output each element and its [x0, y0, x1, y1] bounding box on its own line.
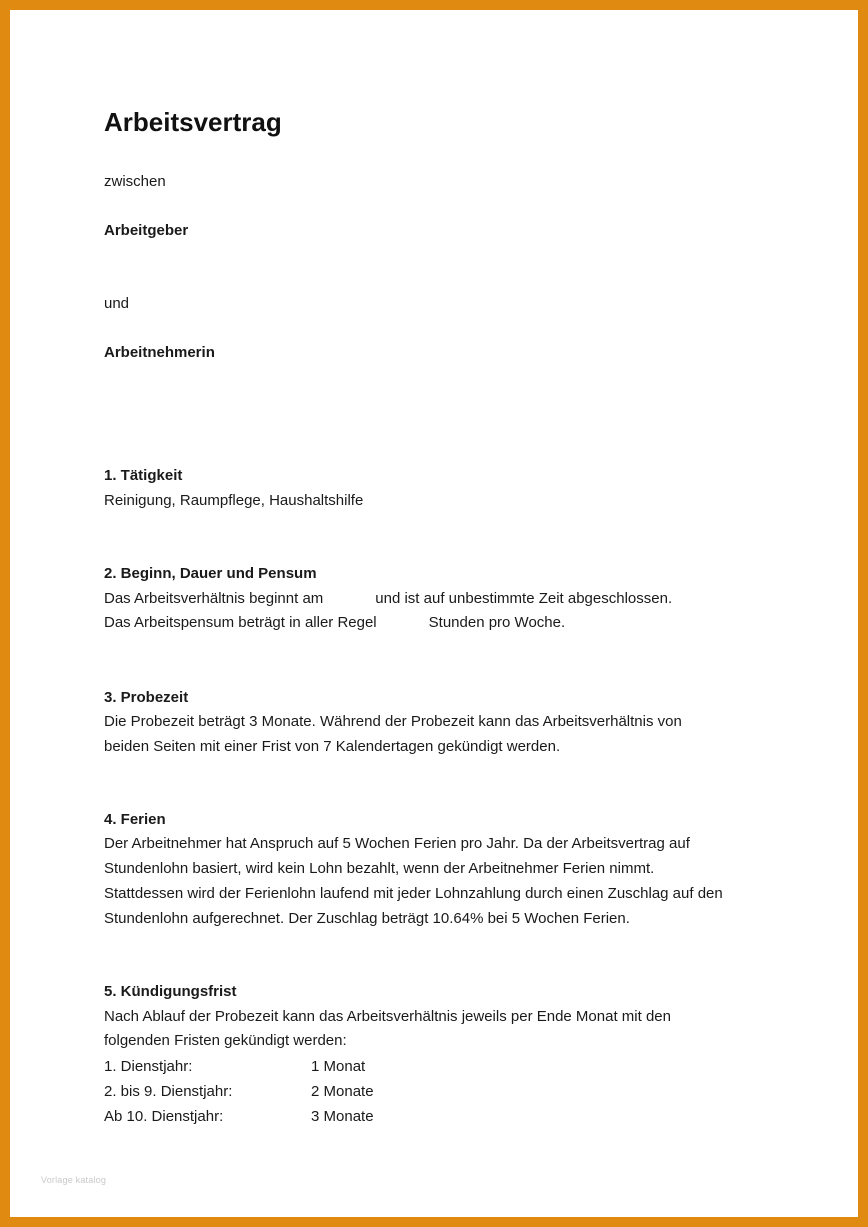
notice-row-label: 1. Dienstjahr: — [104, 1058, 193, 1075]
notice-row — [104, 1080, 504, 1105]
section-1-heading: 1. Tätigkeit — [104, 467, 183, 484]
notice-row — [104, 1105, 504, 1130]
section-5-heading: 5. Kündigungsfrist — [104, 983, 237, 1000]
section-1-text: Reinigung, Raumpflege, Haushaltshilfe — [104, 492, 364, 509]
section-4-line-1: Der Arbeitnehmer hat Anspruch auf 5 Wochen Ferien pro Jahr. Da der Arbeitsvertrag auf — [104, 835, 690, 852]
section-3-heading: 3. Probezeit — [104, 689, 189, 706]
start-date-label: Das Arbeitsverhältnis beginnt am — [104, 590, 324, 607]
notice-row-value: 1 Monat — [311, 1058, 366, 1075]
document-page — [10, 10, 858, 1217]
hours-label: Das Arbeitspensum beträgt in aller Regel — [104, 614, 377, 631]
section-4-line-4: Stundenlohn aufgerechnet. Der Zuschlag beträgt 10.64% bei 5 Wochen Ferien. — [104, 910, 630, 927]
watermark-text: Vorlage katalog — [41, 1175, 107, 1185]
employer-label: Arbeitgeber — [104, 222, 189, 239]
between-text: zwischen — [104, 173, 166, 190]
section-4-heading: 4. Ferien — [104, 811, 166, 828]
section-2-line-1 — [104, 587, 672, 612]
hours-suffix: Stunden pro Woche. — [428, 614, 566, 631]
section-4-line-3: Stattdessen wird der Ferienlohn laufend mit jeder Lohnzahlung durch einen Zuschlag auf den — [104, 885, 723, 902]
and-text: und — [104, 295, 130, 312]
notice-row-label: Ab 10. Dienstjahr: — [104, 1108, 224, 1125]
section-2-heading: 2. Beginn, Dauer und Pensum — [104, 565, 317, 582]
section-5-line-1: Nach Ablauf der Probezeit kann das Arbeitsverhältnis jeweils per Ende Monat mit den — [104, 1008, 671, 1025]
section-5-line-2: folgenden Fristen gekündigt werden: — [104, 1032, 347, 1049]
notice-row-value: 2 Monate — [311, 1083, 374, 1100]
notice-row — [104, 1055, 504, 1080]
section-3-line-2: beiden Seiten mit einer Frist von 7 Kalendertagen gekündigt werden. — [104, 738, 561, 755]
start-date-suffix: und ist auf unbestimmte Zeit abgeschlossen. — [375, 590, 673, 607]
notice-row-value: 3 Monate — [311, 1108, 374, 1125]
section-4-line-2: Stundenlohn basiert, wird kein Lohn bezahlt, wenn der Arbeitnehmer Ferien nimmt. — [104, 860, 655, 877]
document-title: Arbeitsvertrag — [104, 107, 282, 137]
section-3-line-1: Die Probezeit beträgt 3 Monate. Während der Probezeit kann das Arbeitsverhältnis von — [104, 713, 682, 730]
section-2-line-2 — [104, 611, 565, 636]
employee-label: Arbeitnehmerin — [104, 344, 215, 361]
notice-row-label: 2. bis 9. Dienstjahr: — [104, 1083, 233, 1100]
